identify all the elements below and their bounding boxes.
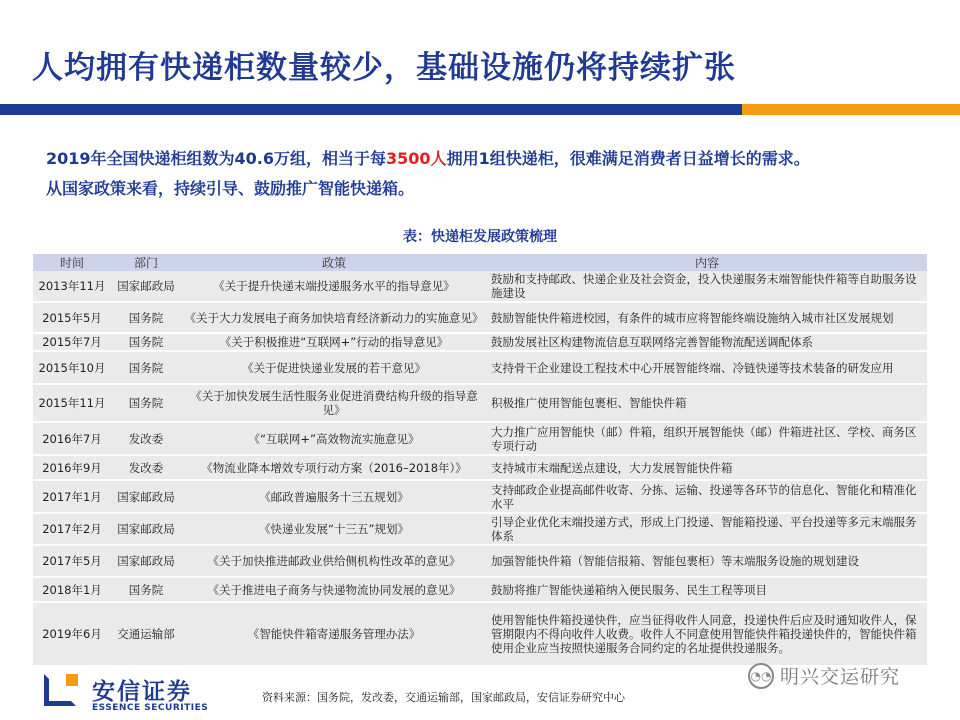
cell-dept: 国家邮政局 — [111, 545, 181, 577]
source-note: 资料来源：国务院，发改委，交通运输部，国家邮政局，安信证券研究中心 — [262, 691, 625, 704]
cell-dept: 发改委 — [111, 455, 181, 480]
cell-time: 2017年2月 — [33, 513, 111, 545]
cell-policy: 《关于积极推进“互联网+”行动的指导意见》 — [181, 333, 487, 351]
cell-content: 鼓励智能快件箱进校园，有条件的城市应将智能终端设施纳入城市社区发展规划 — [487, 302, 927, 333]
cell-time: 2018年1月 — [33, 577, 111, 602]
brand-name-cn: 安信证券 — [92, 679, 192, 705]
cell-time: 2015年11月 — [33, 384, 111, 422]
cell-content: 引导企业优化末端投递方式，形成上门投递、智能箱投递、平台投递等多元末端服务体系 — [487, 513, 927, 545]
cell-dept: 国务院 — [111, 577, 181, 602]
cell-policy: 《智能快件箱寄递服务管理办法》 — [181, 602, 487, 666]
summary-highlight: 3500人 — [386, 149, 447, 168]
cell-dept: 国务院 — [111, 384, 181, 422]
table-row — [33, 422, 927, 455]
cell-dept: 发改委 — [111, 422, 181, 455]
table-row — [33, 333, 927, 351]
table-row — [33, 351, 927, 384]
cell-dept: 交通运输部 — [111, 602, 181, 666]
cell-time: 2016年9月 — [33, 455, 111, 480]
cell-policy: 《关于加快发展生活性服务业促进消费结构升级的指导意见》 — [181, 384, 487, 422]
policy-table — [33, 254, 927, 667]
cell-policy: 《物流业降本增效专项行动方案（2016–2018年）》 — [181, 455, 487, 480]
cell-policy: 《关于大力发展电子商务加快培育经济新动力的实施意见》 — [181, 302, 487, 333]
table-row — [33, 384, 927, 422]
cell-content: 支持邮政企业提高邮件收寄、分拣、运输、投递等各环节的信息化、智能化和精准化水平 — [487, 480, 927, 513]
summary-line-1 — [46, 144, 926, 174]
cell-content: 加强智能快件箱（智能信报箱、智能包裹柜）等末端服务设施的规划建设 — [487, 545, 927, 577]
watermark-text: 明兴交运研究 — [780, 666, 901, 688]
cell-policy: 《“互联网+”高效物流实施意见》 — [181, 422, 487, 455]
table-row — [33, 480, 927, 513]
cell-content: 使用智能快件箱投递快件，应当征得收件人同意，投递快件后应及时通知收件人，保管期限内不得向收件人收费。收件人不同意使用智能快件箱投递快件的，智能快件箱使用企业应当按照快递服务合同约定的名址提供投递服务。 — [487, 602, 927, 666]
table-title: 表：快递柜发展政策梳理 — [403, 229, 557, 245]
cell-content: 支持城市末端配送点建设，大力发展智能快件箱 — [487, 455, 927, 480]
cell-policy: 《关于推进电子商务与快递物流协同发展的意见》 — [181, 577, 487, 602]
cell-content: 大力推广应用智能快（邮）件箱，组织开展智能快（邮）件箱进社区、学校、商务区专项行动 — [487, 422, 927, 455]
cell-policy: 《关于提升快递末端投递服务水平的指导意见》 — [181, 271, 487, 302]
cell-time: 2016年7月 — [33, 422, 111, 455]
title-underline-orange — [742, 104, 960, 115]
summary-line-2: 从国家政策来看，持续引导、鼓励推广智能快递箱。 — [46, 179, 415, 198]
cell-time: 2015年7月 — [33, 333, 111, 351]
cell-time: 2013年11月 — [33, 271, 111, 302]
table-row — [33, 577, 927, 602]
table-row — [33, 513, 927, 545]
cell-time: 2015年10月 — [33, 351, 111, 384]
brand-logo — [44, 674, 80, 710]
logo-dot — [66, 674, 78, 686]
cell-dept: 国家邮政局 — [111, 271, 181, 302]
table-row — [33, 455, 927, 480]
cell-policy: 《快递业发展“十三五”规划》 — [181, 513, 487, 545]
cell-dept: 国务院 — [111, 302, 181, 333]
cell-content: 鼓励和支持邮政、快递企业及社会资金，投入快递服务末端智能快件箱等自助服务设施建设 — [487, 271, 927, 302]
header-dept: 部门 — [111, 254, 181, 271]
title-underline-blue — [0, 104, 742, 115]
cell-policy: 《关于促进快递业发展的若干意见》 — [181, 351, 487, 384]
cell-content: 积极推广使用智能包裹柜、智能快件箱 — [487, 384, 927, 422]
cell-content: 鼓励发展社区构建物流信息互联网络完善智能物流配送调配体系 — [487, 333, 927, 351]
header-content: 内容 — [487, 254, 927, 271]
summary-line-1-post: 拥用1组快递柜，很难满足消费者日益增长的需求。 — [446, 149, 810, 168]
summary-line-1-pre: 2019年全国快递柜组数为40.6万组，相当于每 — [46, 149, 387, 168]
cell-content: 鼓励将推广智能快递箱纳入便民服务、民生工程等项目 — [487, 577, 927, 602]
brand-name-en: ESSENCE SECURITIES — [92, 703, 209, 713]
wechat-icon: ◔◔ — [748, 663, 774, 689]
cell-dept: 国务院 — [111, 333, 181, 351]
header-time: 时间 — [33, 254, 111, 271]
cell-dept: 国家邮政局 — [111, 480, 181, 513]
page-title: 人均拥有快递柜数量较少，基础设施仍将持续扩张 — [32, 50, 736, 86]
header-policy: 政策 — [181, 254, 487, 271]
table-header-row — [33, 254, 927, 271]
cell-time: 2017年5月 — [33, 545, 111, 577]
cell-dept: 国家邮政局 — [111, 513, 181, 545]
cell-time: 2019年6月 — [33, 602, 111, 666]
summary-text — [46, 144, 926, 204]
cell-policy: 《邮政普遍服务十三五规划》 — [181, 480, 487, 513]
cell-time: 2017年1月 — [33, 480, 111, 513]
cell-time: 2015年5月 — [33, 302, 111, 333]
table-row — [33, 602, 927, 666]
cell-content: 支持骨干企业建设工程技术中心开展智能终端、冷链快递等技术装备的研发应用 — [487, 351, 927, 384]
cell-policy: 《关于加快推进邮政业供给侧机构性改革的意见》 — [181, 545, 487, 577]
table-row — [33, 545, 927, 577]
watermark — [748, 662, 900, 689]
table-row — [33, 271, 927, 302]
table-row — [33, 302, 927, 333]
cell-dept: 国务院 — [111, 351, 181, 384]
